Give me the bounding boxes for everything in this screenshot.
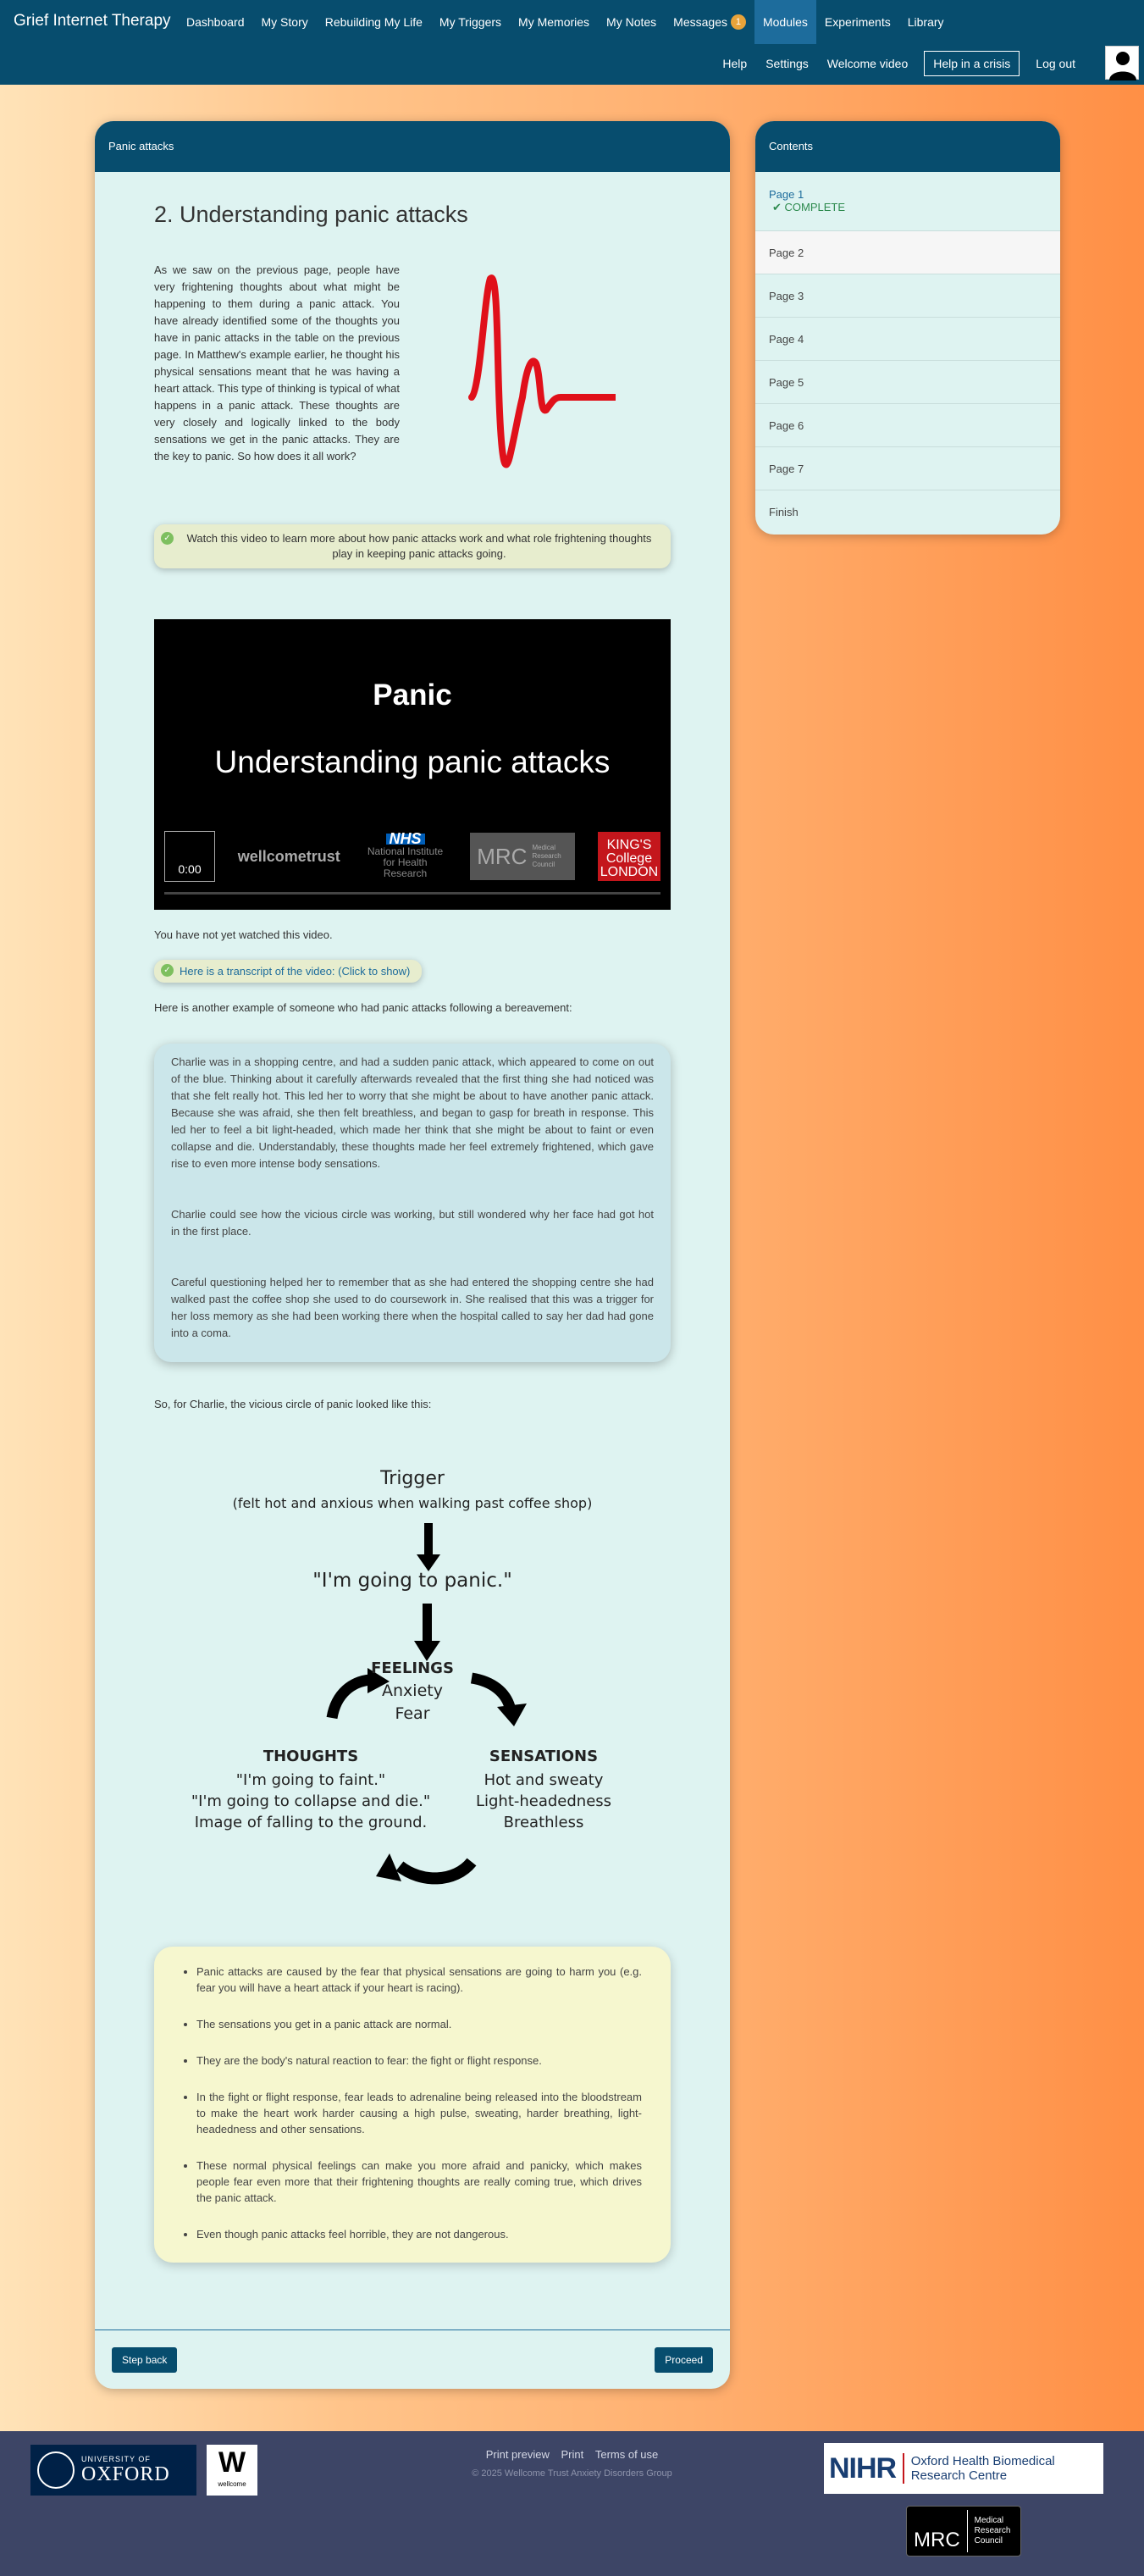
nav-dashboard[interactable]: Dashboard xyxy=(186,15,245,29)
kings-college-logo: KING'S College LONDON xyxy=(598,832,660,881)
case-paragraph: Charlie was in a shopping centre, and had a sudden panic attack, which appeared to come on out of the blue. Thinking about it carefully afterwards revealed that the first thing she had noticed was that she felt really hot. This led her to worry that she might be about to have another panic attack. Because she was afraid, she then felt breathless, and began to gasp for breath in response. This led her to feel a bit light-headed, which made her think that she might be about to faint or even collapse and die. Understandably, these thoughts made her feel extremely frightened, which gave rise to even more intense body sensations. xyxy=(171,1055,654,1170)
diagram-trigger-detail: (felt hot and anxious when walking past coffee shop) xyxy=(232,1495,593,1511)
transcript-toggle[interactable] xyxy=(154,960,422,983)
video-logos xyxy=(164,831,660,882)
nihr-letters: NIHR xyxy=(829,2451,897,2485)
toc-page-2[interactable]: Page 2 xyxy=(755,231,1060,274)
toc-page-1[interactable] xyxy=(755,172,1060,231)
check-circle-icon: ✓ xyxy=(161,532,174,545)
oxford-crest-logo xyxy=(164,831,215,882)
heartbeat-image xyxy=(400,262,671,474)
diagram-feelings-title: FEELINGS xyxy=(371,1659,454,1677)
nav-experiments[interactable]: Experiments xyxy=(824,15,891,29)
copyright: © 2025 Wellcome Trust Anxiety Disorders Group xyxy=(472,2468,672,2479)
video-time: 0:00 xyxy=(178,862,202,876)
another-example-text: Here is another example of someone who had panic attacks following a bereavement: xyxy=(154,1001,572,1014)
wellcome-trust-logo: wellcometrust xyxy=(237,847,340,865)
page-footer xyxy=(0,2431,1144,2576)
complete-status xyxy=(772,201,845,214)
toc-page-5[interactable]: Page 5 xyxy=(755,361,1060,404)
summary-item: • These normal physical feelings can make you more afraid and panicky, which makes people fear even more that their frightening thoughts are really coming true, which drives the panic attack. xyxy=(196,2158,642,2206)
proceed-button[interactable]: Proceed xyxy=(655,2347,713,2373)
toc-page-4[interactable]: Page 4 xyxy=(755,318,1060,361)
mrc-footer-logo[interactable] xyxy=(906,2506,1021,2557)
diagram-sensations-item: Breathless xyxy=(503,1814,584,1831)
module-header: Panic attacks xyxy=(95,121,730,172)
diagram-sensations-title: SENSATIONS xyxy=(489,1748,599,1765)
wellcome-w: W xyxy=(218,2446,246,2479)
nhs-nihr-logo xyxy=(363,830,448,879)
diagram-sensations-item: Light-headedness xyxy=(475,1792,612,1810)
case-paragraph: Careful questioning helped her to remember that as she had entered the shopping centre she had walked past the coffee shop she used to do coursework in. She realised that this was a trigger for her loss memory as she had been working there when the hospital called to say her dad had gone into a coma. xyxy=(171,1276,654,1339)
summary-item: • Panic attacks are caused by the fear that physical sensations are going to harm you (e.g. fear you will have a heart attack if your heart is racing). xyxy=(196,1964,642,1996)
video-callout xyxy=(154,524,671,568)
video-progress-bar[interactable] xyxy=(164,892,660,895)
module-card xyxy=(95,121,730,2389)
toc-page-3[interactable]: Page 3 xyxy=(755,274,1060,318)
video-status: You have not yet watched this video. xyxy=(154,928,333,941)
nav-my-story[interactable]: My Story xyxy=(261,15,308,29)
module-body xyxy=(95,202,730,2263)
diagram-trigger: Trigger xyxy=(380,1468,445,1489)
diagram-thoughts-item: Image of falling to the ground. xyxy=(194,1814,428,1831)
nav-my-memories[interactable]: My Memories xyxy=(518,15,590,29)
checkmark-icon: ✔ xyxy=(772,201,785,213)
summary-item: • Even though panic attacks feel horrible, they are not dangerous. xyxy=(196,2226,642,2242)
nav-modules[interactable]: Modules xyxy=(754,0,816,44)
nav-welcome-video[interactable]: Welcome video xyxy=(826,57,909,70)
video-title-line1: Panic xyxy=(373,679,452,712)
check-circle-icon: ✓ xyxy=(161,964,174,977)
vicious-circle-diagram xyxy=(154,1443,671,1913)
nav-help[interactable]: Help xyxy=(722,57,748,70)
help-in-crisis-button[interactable]: Help in a crisis xyxy=(924,51,1020,76)
case-study-box xyxy=(154,1044,671,1362)
diagram-thoughts-item: "I'm going to faint." xyxy=(235,1771,386,1789)
terms-of-use-link[interactable]: Terms of use xyxy=(594,2448,659,2461)
module-footer xyxy=(95,2329,730,2389)
video-player[interactable] xyxy=(154,619,671,910)
nihr-divider xyxy=(903,2453,904,2484)
toc-finish[interactable]: Finish xyxy=(769,506,799,518)
mrc-logo xyxy=(470,833,575,880)
nav-library[interactable]: Library xyxy=(907,15,944,29)
toc-page-7[interactable]: Page 7 xyxy=(755,447,1060,490)
nav-settings[interactable]: Settings xyxy=(765,57,809,70)
nav-rebuilding-my-life[interactable]: Rebuilding My Life xyxy=(324,15,423,29)
nav-messages-label: Messages xyxy=(673,15,727,29)
mrc-footer-text: Medical Research Council xyxy=(974,2516,1011,2546)
main-nav xyxy=(178,0,953,44)
video-callout-text: Watch this video to learn more about how panic attacks work and what role frightening thoughts play in keeping panic attacks going. xyxy=(186,532,652,560)
summary-item: • In the fight or flight response, fear leads to adrenaline being released into the bloodstream to make the heart work harder causing a high pulse, sweating, harder breathing, light-headedness and other sensations. xyxy=(196,2089,642,2137)
heartbeat-line-icon xyxy=(455,262,616,474)
nav-my-notes[interactable]: My Notes xyxy=(606,15,657,29)
nihr-logo[interactable] xyxy=(824,2443,1103,2494)
top-navbar xyxy=(0,0,1144,85)
summary-box xyxy=(154,1947,671,2263)
user-avatar-icon[interactable] xyxy=(1105,46,1139,80)
page-title: 2. Understanding panic attacks xyxy=(154,202,468,227)
complete-label: COMPLETE xyxy=(784,201,846,213)
secondary-nav xyxy=(713,51,1085,76)
contents-panel xyxy=(755,121,1060,535)
summary-item: • They are the body's natural reaction to fear: the fight or flight response. xyxy=(196,2052,642,2069)
oxford-text: OXFORD xyxy=(81,2462,170,2485)
step-back-button[interactable]: Step back xyxy=(112,2347,177,2373)
diagram-arrows xyxy=(154,1443,671,1913)
messages-badge: 1 xyxy=(731,14,746,30)
oxford-university-text: UNIVERSITY OF xyxy=(81,2454,151,2463)
diagram-thought: "I'm going to panic." xyxy=(312,1570,512,1592)
nihr-text: National Institute for Health Research xyxy=(367,845,444,879)
toc-page-6[interactable]: Page 6 xyxy=(755,404,1060,447)
curved-arrow-bottom-icon xyxy=(376,1853,472,1881)
nihr-text: Oxford Health Biomedical Research Centre xyxy=(910,2454,1055,2483)
diagram-thoughts-item: "I'm going to collapse and die." xyxy=(191,1792,431,1810)
case-paragraph: Charlie could see how the vicious circle was working, but still wondered why her face had got hot in the first place. xyxy=(171,1208,654,1238)
diagram-feelings-item: Fear xyxy=(395,1704,430,1723)
vicious-circle-intro: So, for Charlie, the vicious circle of panic looked like this: xyxy=(154,1398,432,1410)
summary-item: • The sensations you get in a panic attack are normal. xyxy=(196,2016,642,2032)
toc-page-1-label: Page 1 xyxy=(769,188,804,201)
nav-my-triggers[interactable]: My Triggers xyxy=(439,15,502,29)
video-title-line2: Understanding panic attacks xyxy=(214,745,611,779)
intro-text: As we saw on the previous page, people have very frightening thoughts about what might be happening to them during a panic attack. You have already identified some of the thoughts you have in panic attacks in the table on the previous page. In Matthew's example earlier, he thought his physical sensations meant that he was having a heart attack. This type of thinking is typical of what happens in a panic attack. These thoughts are very closely and logically linked to the body sensations we get in the panic attacks. They are the key to panic. So how does it all work? xyxy=(154,263,400,463)
diagram-feelings-item: Anxiety xyxy=(382,1681,443,1700)
mrc-letters: MRC xyxy=(477,843,528,869)
nav-messages[interactable] xyxy=(665,0,754,44)
logout-link[interactable]: Log out xyxy=(1036,57,1075,70)
intro-section xyxy=(154,262,671,474)
diagram-thoughts-title: THOUGHTS xyxy=(263,1748,359,1765)
diagram-sensations-item: Hot and sweaty xyxy=(484,1771,604,1789)
nhs-badge: NHS xyxy=(386,834,425,845)
mrc-footer-letters: MRC xyxy=(914,2510,968,2552)
contents-header: Contents xyxy=(755,121,1060,172)
transcript-toggle-label: Here is a transcript of the video: (Click to show) xyxy=(180,965,411,978)
brand-title[interactable]: Grief Internet Therapy xyxy=(14,12,171,30)
down-arrow-icon xyxy=(417,1523,440,1571)
print-preview-link[interactable]: Print preview xyxy=(485,2448,550,2461)
mrc-sub: Medical Research Council xyxy=(532,844,561,868)
print-link[interactable]: Print xyxy=(561,2448,584,2461)
down-arrow-icon xyxy=(414,1604,440,1661)
wellcome-label: wellcome xyxy=(218,2480,246,2488)
